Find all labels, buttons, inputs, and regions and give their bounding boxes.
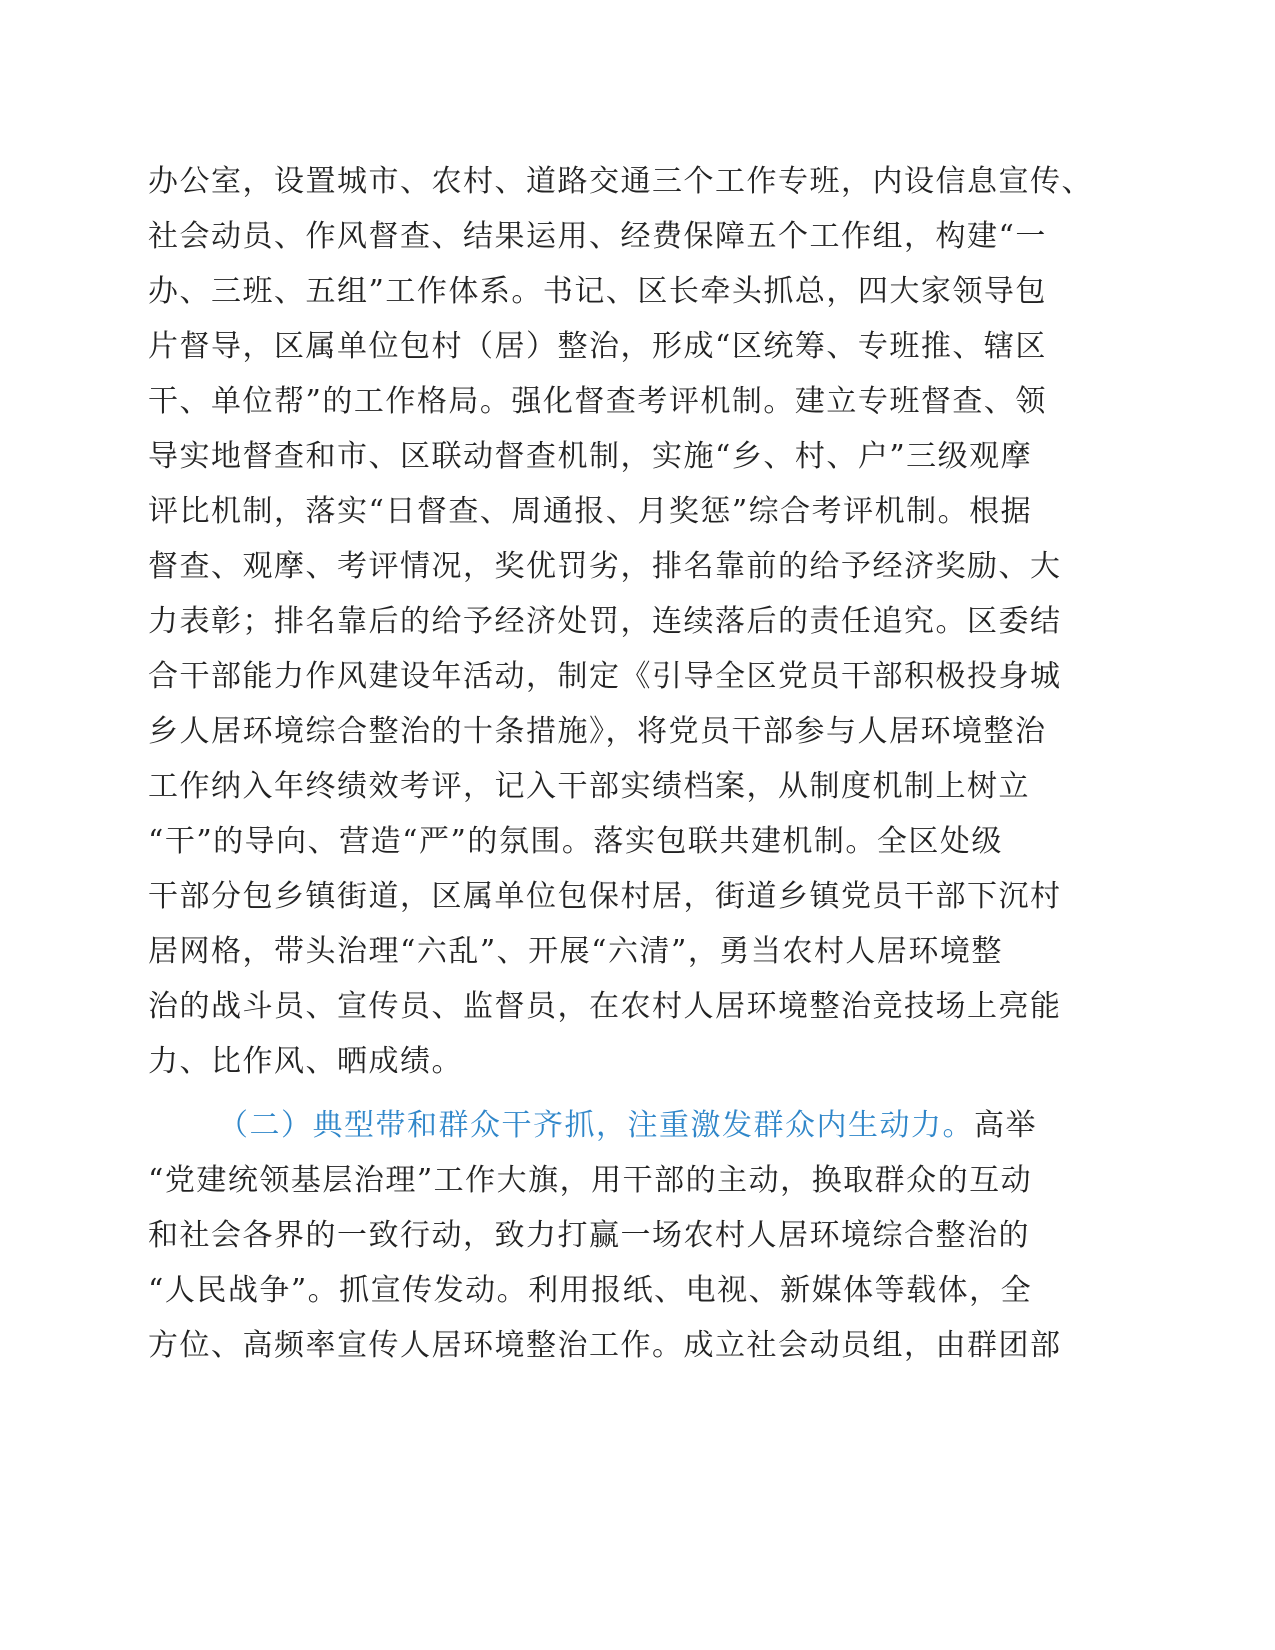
- paragraph-1-line: 乡人居环境综合整治的十条措施》，将党员干部参与人居环境整治: [148, 714, 1047, 749]
- paragraph-1-line: 居网格，带头治理“六乱”、开展“六清”，勇当农村人居环境整: [148, 934, 1003, 969]
- paragraph-1-line: “干”的导向、营造“严”的氛围。落实包联共建机制。全区处级: [148, 824, 1003, 859]
- paragraph-2-line: “党建统领基层治理”工作大旗，用干部的主动，换取群众的互动: [148, 1163, 1033, 1198]
- paragraph-1-line: 办、三班、五组”工作体系。书记、区长牵头抓总，四大家领导包: [148, 274, 1047, 309]
- paragraph-1-line: 工作纳入年终绩效考评，记入干部实绩档案，从制度机制上树立: [148, 769, 1030, 804]
- paragraph-1-line: 治的战斗员、宣传员、监督员，在农村人居环境整治竞技场上亮能: [148, 989, 1062, 1024]
- paragraph-1: [148, 154, 1108, 1089]
- paragraph-1-line: 评比机制，落实“日督查、周通报、月奖惩”综合考评机制。根据: [148, 494, 1033, 529]
- paragraph-1-line: 干、单位帮”的工作格局。强化督查考评机制。建立专班督查、领: [148, 384, 1047, 419]
- section-heading: （二）典型带和群众干齐抓，注重激发群众内生动力。: [218, 1108, 974, 1143]
- paragraph-2-first-line-rest: 高举: [974, 1108, 1037, 1143]
- paragraph-2-line: “人民战争”。抓宣传发动。利用报纸、电视、新媒体等载体，全: [148, 1273, 1033, 1308]
- paragraph-2-first-line: [148, 1098, 1108, 1153]
- paragraph-1-line: 片督导，区属单位包村（居）整治，形成“区统筹、专班推、辖区: [148, 329, 1047, 364]
- paragraph-1-line: 导实地督查和市、区联动督查机制，实施“乡、村、户”三级观摩: [148, 439, 1033, 474]
- paragraph-1-line: 督查、观摩、考评情况，奖优罚劣，排名靠前的给予经济奖励、大: [148, 549, 1062, 584]
- paragraph-2-line: 方位、高频率宣传人居环境整治工作。成立社会动员组，由群团部: [148, 1328, 1062, 1363]
- paragraph-1-line: 合干部能力作风建设年活动，制定《引导全区党员干部积极投身城: [148, 659, 1062, 694]
- paragraph-1-line: 干部分包乡镇街道，区属单位包保村居，街道乡镇党员干部下沉村: [148, 879, 1062, 914]
- paragraph-1-line: 办公室，设置城市、农村、道路交通三个工作专班，内设信息宣传、: [148, 164, 1093, 199]
- paragraph-1-line: 力表彰；排名靠后的给予经济处罚，连续落后的责任追究。区委结: [148, 604, 1062, 639]
- paragraph-1-line: 社会动员、作风督查、结果运用、经费保障五个工作组，构建“一: [148, 219, 1047, 254]
- paragraph-2-line: 和社会各界的一致行动，致力打赢一场农村人居环境综合整治的: [148, 1218, 1030, 1253]
- paragraph-2: [148, 1098, 1108, 1373]
- paragraph-1-line: 力、比作风、晒成绩。: [148, 1044, 463, 1079]
